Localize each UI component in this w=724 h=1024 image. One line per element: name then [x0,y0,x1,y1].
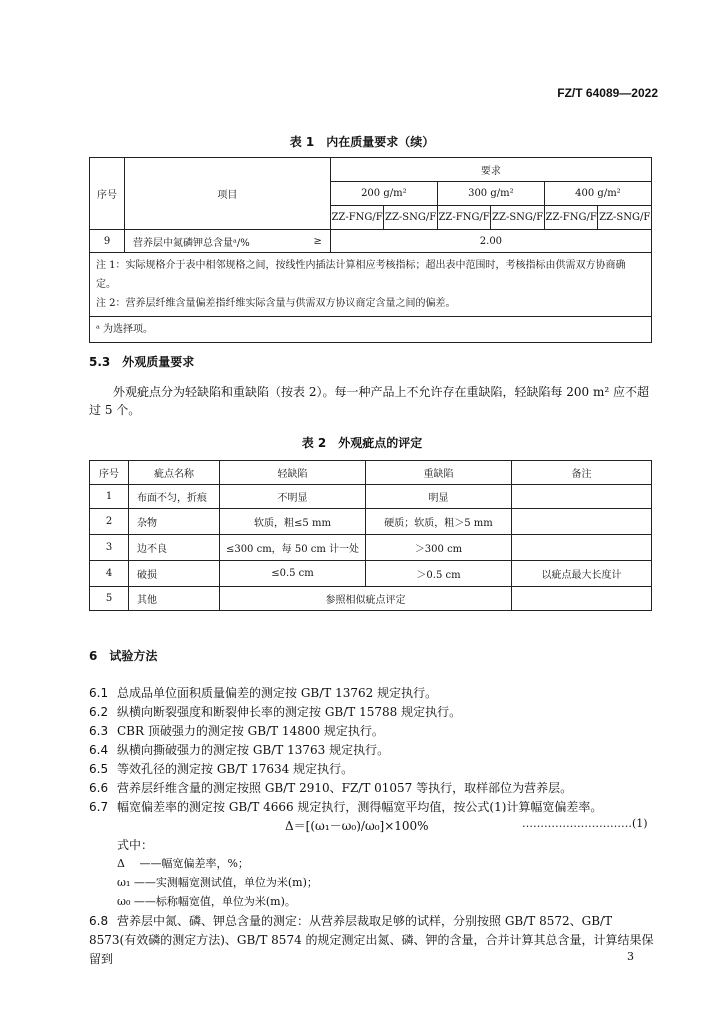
item-number: 6.2 [89,705,109,719]
table2-cell-no: 2 [90,509,129,535]
item-6-8 [89,912,654,969]
table1-row-no: 9 [90,230,125,253]
table1-header-item: 项目 [125,158,331,230]
table2-cell-note [512,587,652,611]
table2-cell-merged: 参照相似疵点评定 [220,587,512,611]
table2-cell-heavy: 硬质；软质，粗＞5 mm [366,509,512,535]
section-5-3-paragraph: 外观疵点分为轻缺陷和重缺陷（按表 2）。每一种产品上不允许存在重缺陷，轻缺陷每 200 m² 应不超过 5 个。 [89,385,649,417]
table2-cell-light: ≤0.5 cm [220,561,366,587]
item-number: 6.8 [89,914,109,928]
table1-header-no: 序号 [90,158,125,230]
item-number: 6.4 [89,743,109,757]
list-item [89,722,384,739]
table-row [90,535,652,561]
item-number: 6.7 [89,800,109,814]
table2-header: 序号 [90,461,129,485]
table2-cell-light: ≤300 cm，每 50 cm 计一处 [220,535,366,561]
table2-cell-note [512,485,652,509]
definition-line: ω₀ ——标称幅宽值，单位为米(m)。 [117,895,296,908]
table2-cell-note [512,509,652,535]
table1-weight: 200 g/m² [330,182,437,206]
table2-cell-light: 软质，粗≤5 mm [220,509,366,535]
item-number: 6.5 [89,762,109,776]
item-number: 6.3 [89,724,109,738]
list-item [89,760,353,777]
table1-note1: 注 1：实际规格介于表中相邻规格之间，按线性内插法计算相应考核指标；超出表中范围时，考核指标由供需双方协商确定。 [96,260,626,290]
list-item [89,703,461,720]
standard-number: FZ/T 64089—2022 [557,86,658,100]
table2-header: 疵点名称 [129,461,220,485]
item-text: 纵横向断裂强度和断裂伸长率的测定按 GB/T 15788 规定执行。 [117,705,462,719]
item-text: CBR 顶破强力的测定按 GB/T 14800 规定执行。 [117,724,384,738]
item-text: 营养层中氮、磷、钾总含量的测定：从营养层裁取足够的试样，分别按照 GB/T 8572、GB/T 8573(有效磷的测定方法)、GB/T 8574 的规定测定出氮、磷、钾的含量，合并计算其总含量，计算结果保留到 [89,914,654,966]
definition-line: Δ ——幅宽偏差率，%； [117,857,249,870]
table-row [90,587,652,611]
table2-cell-light: 不明显 [220,485,366,509]
table2-cell-heavy: ＞300 cm [366,535,512,561]
list-item [89,798,602,815]
table2-cell-name: 其他 [129,587,220,611]
list-item [89,684,437,701]
table2-cell-no: 5 [90,587,129,611]
table-row [90,509,652,535]
table2 [89,460,652,611]
formula-number: …………………………(1) [522,817,648,830]
item-text: 纵横向撕破强力的测定按 GB/T 13763 规定执行。 [117,743,390,757]
table2-cell-heavy: ＞0.5 cm [366,561,512,587]
table2-cell-note [512,535,652,561]
list-item [89,741,389,758]
item-text: 等效孔径的测定按 GB/T 17634 规定执行。 [117,762,354,776]
item-number: 6.6 [89,781,109,795]
formula: Δ＝[(ω₁－ω₀)/ω₀]×100% [285,819,429,833]
table1-caption: 表 1 内在质量要求（续） [289,135,435,149]
table2-header: 备注 [512,461,652,485]
table2-cell-no: 1 [90,485,129,509]
section-6-title: 6 试验方法 [89,649,158,663]
definition-line: ω₁ ——实测幅宽测试值，单位为米(m)； [117,876,318,889]
table1-type: ZZ-SNG/F [491,206,544,230]
table1-header-req: 要求 [330,158,651,182]
table2-cell-no: 3 [90,535,129,561]
where-label: 式中： [117,838,154,852]
table2-cell-heavy: 明显 [366,485,512,509]
table1-note2: 注 2：营养层纤维含量偏差指纤维实际含量与供需双方协议商定含量之间的偏差。 [96,298,456,309]
table1-row-op: ≥ [306,230,330,253]
table2-cell-name: 杂物 [129,509,220,535]
table1-type: ZZ-SNG/F [384,206,437,230]
table1-weight: 400 g/m² [544,182,651,206]
table1-weight: 300 g/m² [437,182,544,206]
page-number: 3 [627,950,634,963]
section-5-3-title: 5.3 外观质量要求 [89,355,195,369]
table2-header: 重缺陷 [366,461,512,485]
table1-footnote: ᵃ 为选择项。 [90,317,652,343]
table1-type: ZZ-FNG/F [544,206,598,230]
table-row [90,485,652,509]
table-row [90,561,652,587]
table2-cell-name: 破损 [129,561,220,587]
table2-cell-name: 布面不匀，折痕 [129,485,220,509]
table2-cell-name: 边不良 [129,535,220,561]
item-text: 总成品单位面积质量偏差的测定按 GB/T 13762 规定执行。 [117,686,438,700]
table1-row-item: 营养层中氮磷钾总含量ᵃ/% [125,230,306,253]
table1-type: ZZ-SNG/F [598,206,652,230]
item-text: 营养层纤维含量的测定按照 GB/T 2910、FZ/T 01057 等执行，取样部位为营养层。 [117,781,573,795]
table2-header: 轻缺陷 [220,461,366,485]
table2-cell-note: 以疵点最大长度计 [512,561,652,587]
table1 [89,157,652,343]
table1-type: ZZ-FNG/F [330,206,384,230]
table1-notes [90,253,652,317]
item-text: 幅宽偏差率的测定按 GB/T 4666 规定执行，测得幅宽平均值，按公式(1)计算幅宽偏差率。 [117,800,603,814]
item-number: 6.1 [89,686,109,700]
list-item [89,779,572,796]
table2-cell-no: 4 [90,561,129,587]
table1-row-value: 2.00 [330,230,651,253]
table1-type: ZZ-FNG/F [437,206,491,230]
table2-caption: 表 2 外观疵点的评定 [301,436,423,450]
